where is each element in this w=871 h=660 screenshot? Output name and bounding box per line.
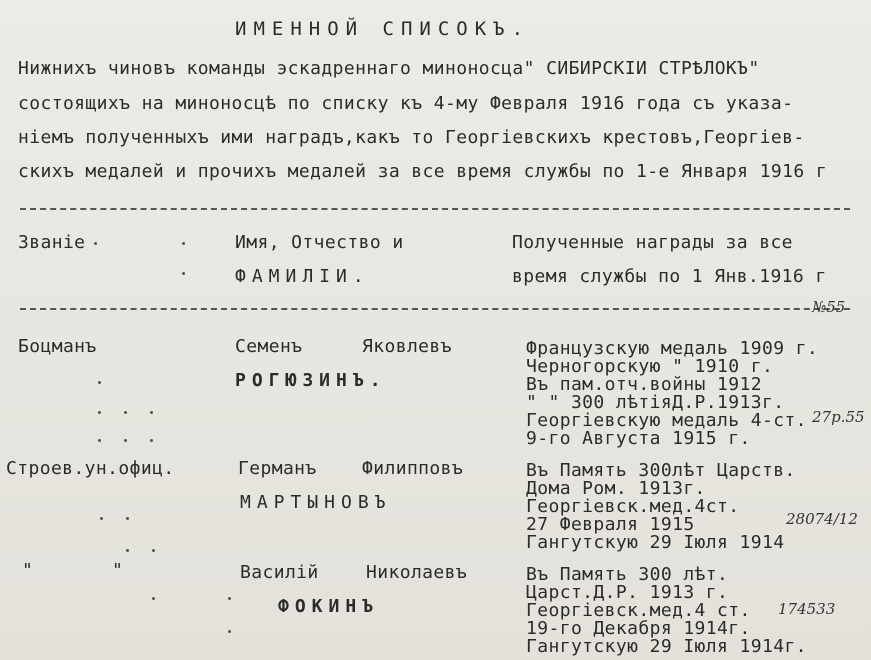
- entry-1-award-6: 9-го Августа 1915 г.: [526, 428, 751, 449]
- entry-1-rank: Боцманъ: [18, 336, 97, 357]
- entry-1-patronymic: Яковлевъ: [362, 336, 452, 357]
- entry-2-surname: МАРТЫНОВЪ: [240, 492, 392, 513]
- entry-2-award-2: Дома Ром. 1913г.: [526, 478, 706, 499]
- leader-dot: [126, 549, 129, 552]
- leader-dot: [150, 439, 153, 442]
- entry-3-patronymic: Николаевъ: [366, 562, 468, 583]
- divider-header: [20, 308, 850, 310]
- leader-dot: [228, 630, 231, 633]
- entry-3-award-2: Царст.Д.Р. 1913 г.: [526, 582, 729, 603]
- entry-3-award-5: Гангутскую 29 Iюля 1914г.: [526, 636, 807, 657]
- leader-dot: [152, 597, 155, 600]
- entry-1-award-4: " " 300 лѣтiяД.Р.1913г.: [526, 392, 785, 413]
- entry-3-award-4: 19-го Декабря 1914г.: [526, 618, 751, 639]
- leader-dot: [126, 517, 129, 520]
- leader-dot: [182, 272, 185, 275]
- leader-dot: [100, 517, 103, 520]
- entry-3-rank: ": [22, 560, 34, 581]
- entry-3-handwritten-note: 174533: [778, 600, 836, 618]
- entry-2-patronymic: Филипповъ: [362, 458, 464, 479]
- leader-dot: [98, 381, 101, 384]
- leader-dot: [150, 411, 153, 414]
- subtitle-line-3: нiемъ полученныхъ ими наградъ,какъ то Георгiевскихъ крестовъ,Георгiев-: [18, 127, 805, 148]
- leader-dot: [98, 411, 101, 414]
- header-rank: Званiе: [18, 232, 86, 253]
- entry-3-rank-ditto: ": [112, 560, 124, 581]
- entry-1-handwritten-note-2: 27р.55: [812, 408, 865, 426]
- entry-1-award-2: Черногорскую " 1910 г.: [526, 356, 774, 377]
- entry-1-first-name: Семенъ: [235, 336, 303, 357]
- entry-1-award-3: Въ пам.отч.войны 1912: [526, 374, 762, 395]
- entry-2-rank: Строев.ун.офиц.: [6, 458, 175, 479]
- entry-3-first-name: Василiй: [240, 562, 319, 583]
- entry-3-surname: ФОКИНЪ: [278, 596, 380, 617]
- entry-3-award-1: Въ Память 300 лѣт.: [526, 564, 729, 585]
- entry-2-award-3: Георгiевск.мед.4ст.: [526, 496, 740, 517]
- subtitle-line-4: скихъ медалей и прочихъ медалей за все время службы по 1-е Января 1916 г: [18, 161, 828, 182]
- entry-2-handwritten-note: 28074/12: [786, 510, 858, 528]
- leader-dot: [98, 439, 101, 442]
- header-awards-line-1: Полученные награды за все: [512, 232, 793, 253]
- divider-top: [20, 208, 850, 210]
- document-title: ИМЕННОЙ СПИСОКЪ.: [235, 18, 531, 40]
- leader-dot: [124, 439, 127, 442]
- entry-1-award-1: Французскую медаль 1909 г.: [526, 338, 819, 359]
- entry-3-award-3: Георгiевск.мед.4 ст.: [526, 600, 751, 621]
- leader-dot: [152, 549, 155, 552]
- entry-2-award-4: 27 Февраля 1915: [526, 514, 695, 535]
- entry-1-surname: РОГЮЗИНЪ.: [235, 370, 387, 391]
- header-name-line-1: Имя, Отчество и: [235, 232, 404, 253]
- header-awards-line-2: время службы по 1 Янв.1916 г: [512, 266, 827, 287]
- subtitle-line-2: состоящихъ на миноносцѣ по списку къ 4-му Февраля 1916 года съ указа-: [18, 93, 794, 114]
- header-name-line-2: ФАМИЛIИ.: [235, 266, 370, 287]
- entry-1-handwritten-note-1: №55: [812, 298, 846, 316]
- leader-dot: [124, 411, 127, 414]
- leader-dot: [94, 242, 97, 245]
- leader-dot: [228, 597, 231, 600]
- entry-2-award-1: Въ Память 300лѣт Царств.: [526, 460, 796, 481]
- entry-1-award-5: Георгiевскую медаль 4-ст.: [526, 410, 807, 431]
- subtitle-line-1: Нижнихъ чиновъ команды эскадреннаго миноносца" СИБИРСКIИ СТРѢЛОКЪ": [18, 58, 760, 79]
- entry-2-first-name: Германъ: [238, 458, 317, 479]
- entry-2-award-5: Гангутскую 29 Iюля 1914: [526, 532, 785, 553]
- leader-dot: [182, 242, 185, 245]
